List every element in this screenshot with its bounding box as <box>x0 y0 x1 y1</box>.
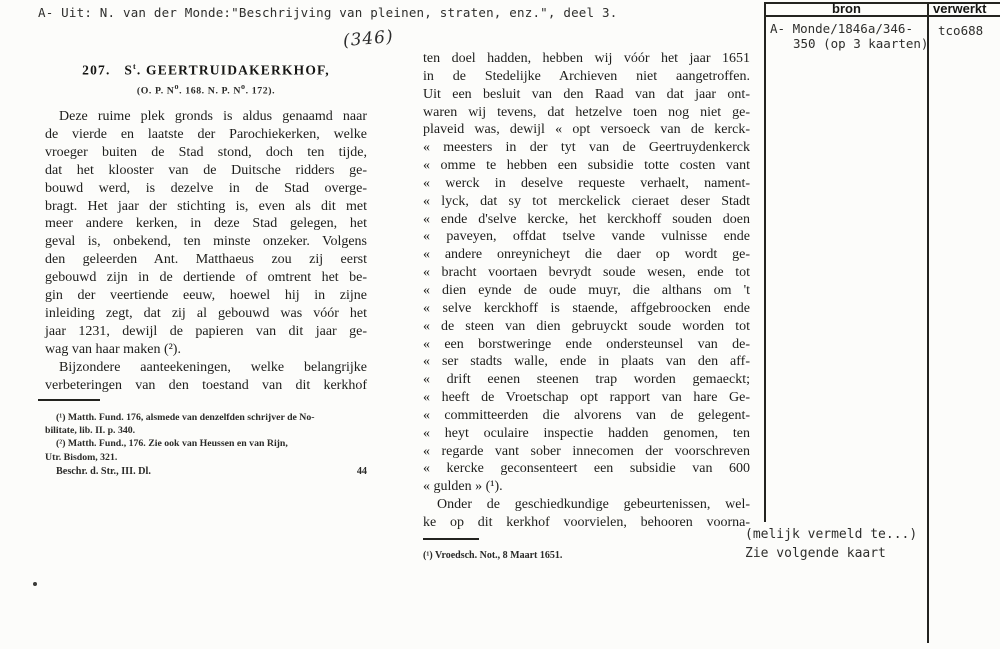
text-line: gebouwd zijn in de dertiende of omtrent het be- <box>45 270 367 286</box>
text-line: plaveid was, dewijl « opt versoeck van de kerck- <box>423 122 750 138</box>
handwritten-page-ref: (346) <box>342 26 395 52</box>
section-subtitle: (O. P. $N^o$. 168. N. P. $N^o$. 172). <box>136 82 276 97</box>
bron-cell <box>770 21 928 51</box>
text-line: ke op dit kerkhof voorvielen, behooren voorna- <box>423 514 750 530</box>
text-line: « andere onreynicheyt die daer op wordt ge- <box>423 247 750 263</box>
text-line: « ser stadts walle, ende in plaats van den aff- <box>423 354 750 370</box>
text-line: « heeft de Vroetschap opt rapport van hare Ge- <box>423 390 750 406</box>
text-line: inleiding zegt, dat zij al gebouwd was vóór het <box>45 305 367 321</box>
text-line: « ende d'selve kercke, het kerckhoff souden doen <box>423 211 750 227</box>
body-paragraph-3 <box>423 496 750 532</box>
body-paragraph-2 <box>45 359 367 395</box>
continuation-note-line1: (melijk vermeld te...) <box>745 527 918 542</box>
section-heading: 207. $S^t$. GEERTRUIDAKERKHOF, <box>82 62 330 78</box>
text-line: « bracht voortaen bevrydt soude wesen, ende tot <box>423 265 750 281</box>
text-line: wag van haar maken (²). <box>45 341 181 357</box>
footnote-rule <box>38 399 100 401</box>
text-line: « drift eenen steenen trap worden gemaeckt; <box>423 372 750 388</box>
text-line: « een borstweringe ende ondersteunsel van de- <box>423 336 750 352</box>
text-line: jaar 1231, dewijl de papieren van dit jaar ge- <box>45 323 367 339</box>
page-number: 44 <box>356 466 367 477</box>
text-line: « dien eynde de oude muyr, die althans om 't <box>423 282 750 298</box>
text-line: Onder de geschiedkundige gebeurtenissen, wel- <box>437 497 750 512</box>
footnote: (¹) Vroedsch. Not., 8 Maart 1651. <box>423 550 563 561</box>
text-line: bouwd werd, is dezelve in de Stad overge- <box>45 180 367 196</box>
text-line: « selve kerckhoff is staende, affgebroocken ende <box>423 300 750 316</box>
text-line: ten doel hadden, hebben wij vóór het jaar 1651 <box>423 51 750 66</box>
verwerkt-column-header: verwerkt <box>933 1 987 16</box>
continuation-note <box>745 526 917 563</box>
text-line: (²) Matth. Fund., 176. Zie ook van Heussen en van Rijn, <box>56 438 288 450</box>
section-number: 207. <box>82 62 111 78</box>
text-line: « heyt oculaire inspectie hadden genomen, ten <box>423 425 750 441</box>
table-column-divider <box>927 2 929 643</box>
text-line: geval is, onbekend, ten minste onzeker. Volgens <box>45 234 367 250</box>
source-annotation: A- Uit: N. van der Monde:"Beschrijving van pleinen, straten, enz.", deel 3. <box>38 5 618 20</box>
text-line: « paveyen, offdat tselve vande vulnisse ende <box>423 229 750 245</box>
book-signature: Beschr. d. Str., III. Dl. <box>56 466 151 477</box>
continuation-note-line2: Zie volgende kaart <box>745 545 886 561</box>
table-left-border <box>764 2 766 522</box>
text-line: Deze ruime plek gronds is aldus genaamd naar <box>59 109 367 124</box>
text-line: bilitate, lib. II. p. 340. <box>45 425 136 437</box>
footnote-rule <box>423 538 479 540</box>
text-line: Bijzondere aanteekeningen, welke belangrijke <box>59 360 367 375</box>
text-line: Utr. Bisdom, 321. <box>45 451 118 463</box>
text-line: meer andere kerken, in deze Stad gelegen, het <box>45 216 367 232</box>
text-line: de vierde en laatste der Parochiekerken, welke <box>45 126 367 142</box>
bron-cell-line2: 350 (op 3 kaarten) <box>793 36 929 51</box>
ink-speck <box>33 582 37 586</box>
text-line: (¹) Matth. Fund. 176, alsmede van denzelfden schrijver de No- <box>56 412 315 423</box>
text-line: « gulden » (¹). <box>423 479 503 495</box>
text-line: « committeerden die alvorens van de gelegent- <box>423 407 750 423</box>
text-line: dat het klooster van de Duitsche ridders ge- <box>45 162 367 178</box>
text-line: « omme te hebben een subsidie totte costen vant <box>423 158 750 174</box>
body-paragraph-1 <box>45 108 367 359</box>
body-paragraph-quote <box>423 50 750 496</box>
text-line: gin der veertiende eeuw, hoewel hij in zijne <box>45 288 367 304</box>
text-line: « werck in deselve requeste verhaelt, nament- <box>423 175 750 191</box>
text-line: vroeger buiten de Stad stond, doch ten tijde, <box>45 144 367 160</box>
text-line: den geleerden Ant. Matthaeus zou zij eerst <box>45 252 367 268</box>
text-line: Uit een besluit van den Raad van dat jaar ont- <box>423 86 750 102</box>
text-line: « kercke geconsenteert een subsidie van 600 <box>423 461 750 477</box>
text-line: « meesters in der tyt van de Geertruydenkerck <box>423 140 750 156</box>
footnotes <box>45 411 367 464</box>
text-line: bragt. Het jaar der stichting is, even als dit met <box>45 198 367 214</box>
text-line: waren wij tevens, dat hetzelve toen nog niet ge- <box>423 104 750 120</box>
text-line: in de Stedelijke Archieven niet aangetroffen. <box>423 68 750 84</box>
text-line: « lyck, dat sy tot merckelick cieraet deser Stadt <box>423 193 750 209</box>
text-line: « de steen van dien gebruyckt soude worden tot <box>423 318 750 334</box>
bron-cell-line1: A- Monde/1846a/346- <box>770 21 913 36</box>
text-line: « regarde vant sober innecomen der voorschreven <box>423 443 750 459</box>
verwerkt-cell: tco688 <box>938 23 984 38</box>
signature-row <box>45 466 367 477</box>
bron-column-header: bron <box>832 1 861 16</box>
text-line: verbeteringen van den toestand van dit kerkhof <box>45 377 367 393</box>
